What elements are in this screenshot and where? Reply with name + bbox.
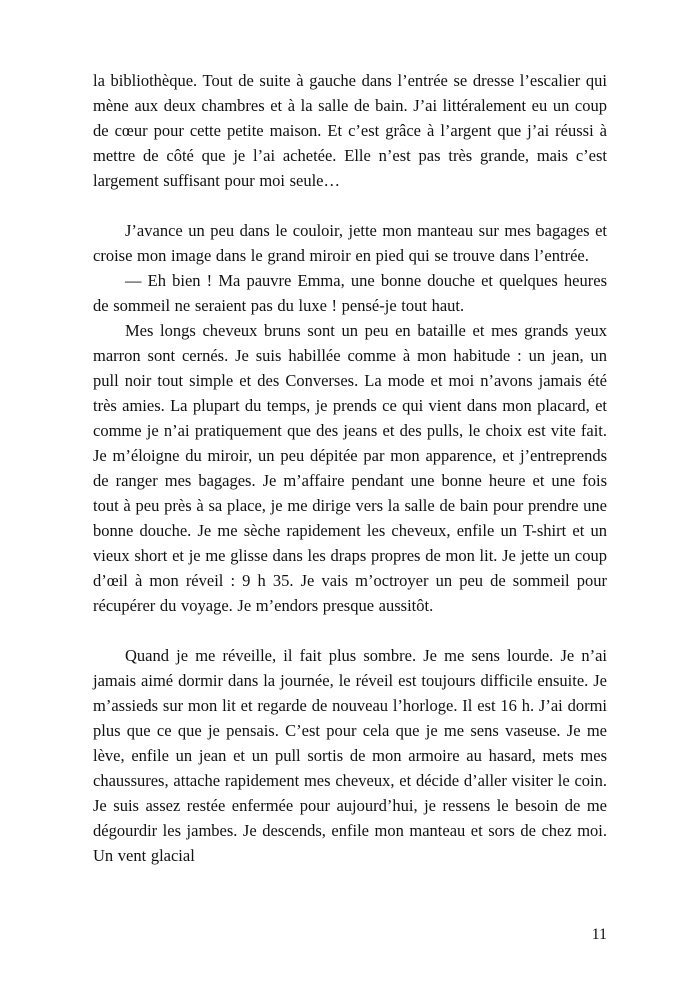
body-text	[93, 68, 607, 868]
page-number: 11	[591, 926, 607, 943]
paragraph: J’avance un peu dans le couloir, jette mon manteau sur mes bagages et croise mon image dans le grand miroir en pied qui se trouve dans l’entrée.	[93, 221, 607, 265]
paragraph-dialogue: — Eh bien ! Ma pauvre Emma, une bonne douche et quelques heures de sommeil ne seraient pas du luxe ! pensé-je tout haut.	[93, 271, 607, 315]
paragraph-continuation: la bibliothèque. Tout de suite à gauche dans l’entrée se dresse l’escalier qui mène aux deux chambres et à la salle de bain. J’ai littéralement eu un coup de cœur pour cette petite maison. Et c’est grâce à l’argent que j’ai réussi à mettre de côté que je l’ai achetée. Elle n’est pas très grande, mais c’est largement suffisant pour moi seule…	[93, 71, 607, 190]
paragraph: Quand je me réveille, il fait plus sombre. Je me sens lourde. Je n’ai jamais aimé dormir dans la journée, le réveil est toujours difficile ensuite. Je m’assieds sur mon lit et regarde de nouveau l’horloge. Il est 16 h. J’ai dormi plus que ce que je pensais. C’est pour cela que je me sens vaseuse. Je me lève, enfile un jean et un pull sortis de mon armoire au hasard, mets mes chaussures, attache rapidement mes cheveux, et décide d’aller visiter le coin. Je suis assez restée enfermée pour aujourd’hui, je ressens le besoin de me dégourdir les jambes. Je descends, enfile mon manteau et sors de chez moi. Un vent glacial	[93, 646, 607, 865]
paragraph: Mes longs cheveux bruns sont un peu en bataille et mes grands yeux marron sont cernés. Je suis habillée comme à mon habitude : un jean, un pull noir tout simple et des Converses. La mode et moi n’avons jamais été très amies. La plupart du temps, je prends ce qui vient dans mon placard, et comme je n’ai pratiquement que des jeans et des pulls, le choix est vite fait. Je m’éloigne du miroir, un peu dépitée par mon apparence, et j’entreprends de ranger mes bagages. Je m’affaire pendant une bonne heure et une fois tout à peu près à sa place, je me dirige vers la salle de bain pour prendre une bonne douche. Je me sèche rapidement les cheveux, enfile un T-shirt et un vieux short et je me glisse dans les draps propres de mon lit. Je jette un coup d’œil à mon réveil : 9 h 35. Je vais m’octroyer un peu de sommeil pour récupérer du voyage. Je m’endors presque aussitôt.	[93, 321, 607, 615]
